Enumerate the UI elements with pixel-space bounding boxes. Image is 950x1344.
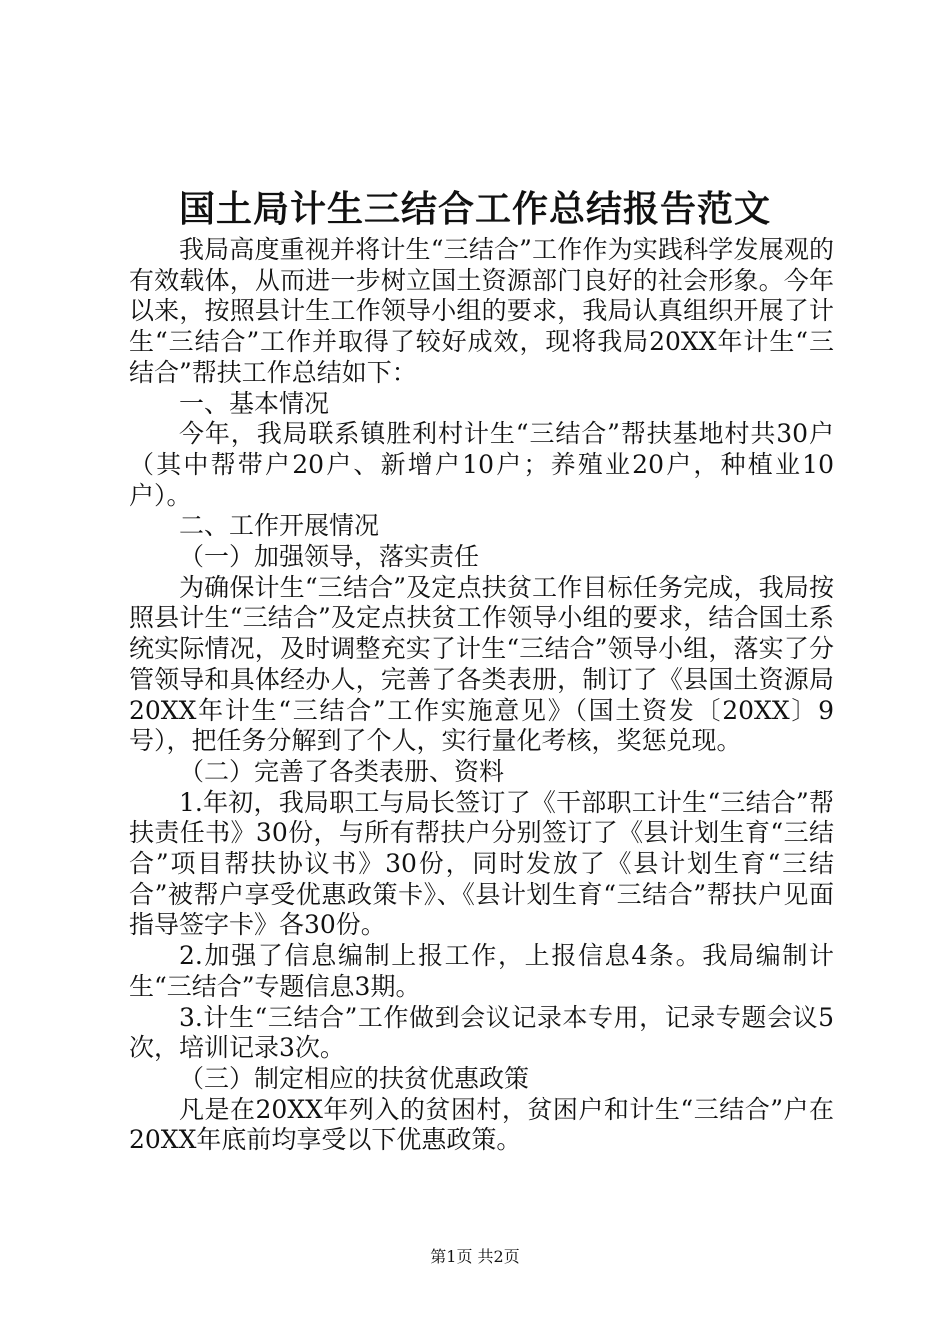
intro-paragraph: 我局高度重视并将计生“三结合”工作作为实践科学发展观的有效载体，从而进一步树立国土资源部门良好的社会形象。今年以来，按照县计生工作领导小组的要求，我局认真组织开展了计生“三结合”工作并取得了较好成效，现将我局20XX年计生“三结合”帮扶工作总结如下： — [129, 235, 834, 387]
forms-item-1: 1.年初，我局职工与局长签订了《干部职工计生“三结合”帮扶责任书》30份，与所有帮扶户分别签订了《县计划生育“三结合”项目帮扶协议书》30份，同时发放了《县计划生育“三结合”被帮户享受优惠政策卡》、《县计划生育“三结合”帮扶户见面指导签字卡》各30份。 — [129, 787, 834, 940]
document-body — [129, 235, 834, 1156]
section-heading-work: 二、工作开展情况 — [179, 511, 380, 541]
section-heading-basic: 一、基本情况 — [179, 388, 330, 418]
page-footer: 第1页 共2页 — [430, 1247, 520, 1266]
subsection-heading-policy: （三）制定相应的扶贫优惠政策 — [179, 1063, 530, 1093]
policy-paragraph: 凡是在20XX年列入的贫困村，贫困户和计生“三结合”户在20XX年底前均享受以下优惠政策。 — [129, 1094, 834, 1155]
leadership-paragraph: 为确保计生“三结合”及定点扶贫工作目标任务完成，我局按照县计生“三结合”及定点扶贫工作领导小组的要求，结合国土系统实际情况，及时调整充实了计生“三结合”领导小组，落实了分管领导和具体经办人，完善了各类表册，制订了《县国土资源局20XX年计生“三结合”工作实施意见》（国土资发〔20XX〕9号），把任务分解到了个人，实行量化考核，奖惩兑现。 — [129, 572, 834, 756]
document-title: 国土局计生三结合工作总结报告范文 — [178, 188, 771, 230]
subsection-heading-forms: （二）完善了各类表册、资料 — [179, 756, 505, 786]
subsection-heading-leadership: （一）加强领导，落实责任 — [179, 542, 480, 572]
basic-situation-paragraph: 今年，我局联系镇胜利村计生“三结合”帮扶基地村共30户（其中帮带户20户、新增户10户；养殖业20户，种植业10户）。 — [129, 419, 834, 510]
forms-item-3: 3.计生“三结合”工作做到会议记录本专用，记录专题会议5次，培训记录3次。 — [129, 1002, 834, 1063]
forms-item-2: 2.加强了信息编制上报工作，上报信息4条。我局编制计生“三结合”专题信息3期。 — [129, 941, 834, 1001]
